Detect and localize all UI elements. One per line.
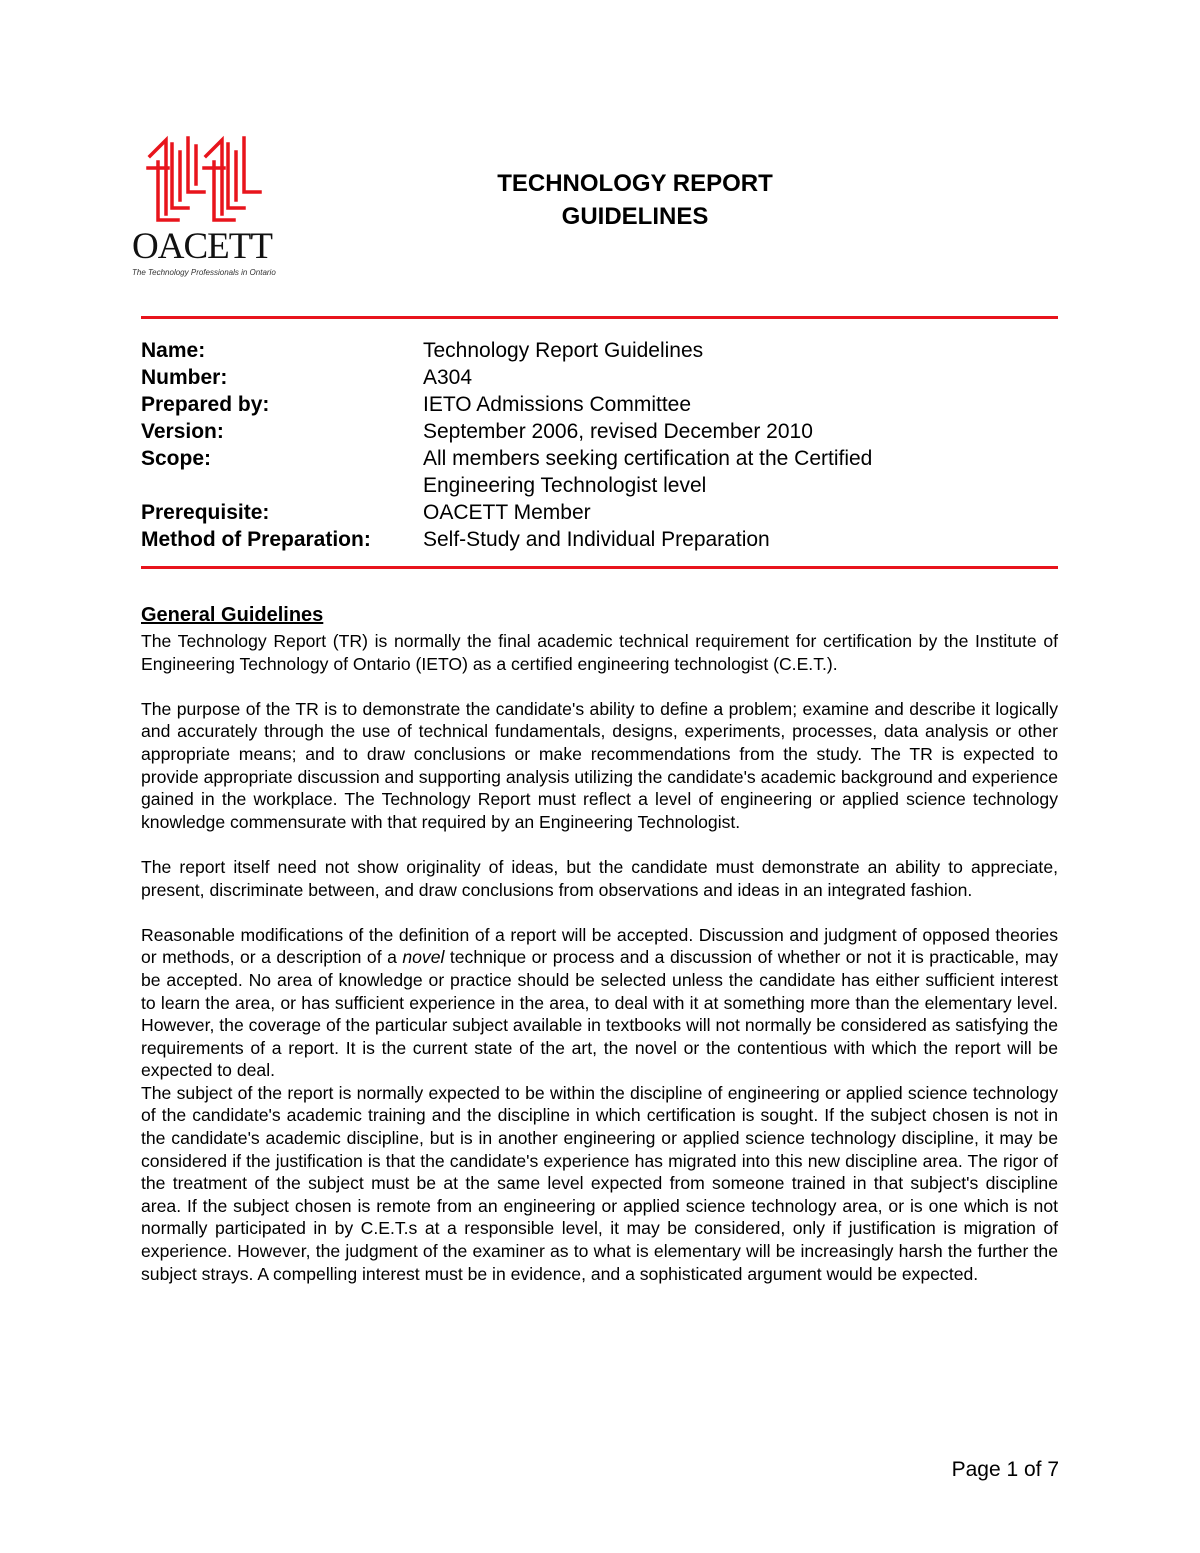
meta-row-scope [141, 445, 1058, 499]
meta-value: Self-Study and Individual Preparation [423, 528, 770, 551]
meta-label: Version: [141, 420, 224, 443]
meta-row-method [141, 526, 1058, 553]
meta-value: IETO Admissions Committee [423, 393, 692, 416]
meta-value: A304 [423, 366, 473, 389]
meta-row-number [141, 364, 1058, 391]
bottom-divider [141, 566, 1058, 569]
oacett-emblem-icon [128, 128, 268, 228]
paragraph-subject: The subject of the report is normally expected to be within the discipline of engineering or applied science technology of the candidate's academic training and the discipline in which certification is sought. If the subject chosen is not in the candidate's academic discipline, but is in another engineering or applied science technology discipline, it may be considered if the justification is that the candidate's experience has migrated into this new discipline area. The rigor of the treatment of the subject must be at the same level expected from someone trained in that subject's discipline area. If the subject chosen is remote from an engineering or applied science technology area, or is one which is not normally participated in by C.E.T.s at a responsible level, it may be considered, only if justification is migration of experience. However, the judgment of the examiner as to what is elementary will be increasingly harsh the further the subject strays. A compelling interest must be in evidence, and a sophisticated argument would be expected. [141, 1082, 1058, 1284]
paragraph-originality: The report itself need not show originality of ideas, but the candidate must demonstrate an ability to appreciate, present, discriminate between, and draw conclusions from observations and ideas in an integrated fashion. [141, 856, 1058, 900]
meta-row-name [141, 337, 1058, 364]
document-title-line1: TECHNOLOGY REPORT [497, 170, 773, 197]
document-metadata [141, 337, 1058, 553]
meta-label: Prerequisite: [141, 501, 270, 524]
meta-row-version [141, 418, 1058, 445]
logo-wordmark: OACETT [132, 226, 272, 267]
logo-tagline: The Technology Professionals in Ontario [132, 268, 276, 277]
meta-label: Scope: [141, 447, 212, 470]
meta-label: Prepared by: [141, 393, 270, 416]
meta-label: Name: [141, 339, 206, 362]
emphasis-novel: novel [402, 947, 445, 968]
paragraph-purpose: The purpose of the TR is to demonstrate the candidate's ability to define a problem; examine and describe it logically and accurately through the use of technical fundamentals, designs, experiments, processes, data analysis or other appropriate means; and to draw conclusions or make recommendations from the study. The TR is expected to provide appropriate discussion and supporting analysis utilizing the candidate's academic background and experience gained in the workplace. The Technology Report must reflect a level of engineering or applied science technology knowledge commensurate with that required by an Engineering Technologist. [141, 698, 1058, 832]
meta-value: OACETT Member [423, 501, 591, 524]
meta-row-prerequisite [141, 499, 1058, 526]
section-heading: General Guidelines [141, 604, 324, 626]
document-title-line2: GUIDELINES [561, 203, 709, 230]
top-divider [141, 316, 1058, 319]
paragraph-text: Reasonable modifications of the definition of a report will be accepted. Discussion and judgment of opposed theories or methods, or a description of a [141, 924, 1058, 968]
meta-value: September 2006, revised December 2010 [423, 420, 813, 443]
page-number: Page 1 of 7 [951, 1458, 1059, 1481]
paragraph-modifications [141, 924, 1058, 1082]
meta-label: Method of Preparation: [141, 528, 371, 551]
paragraph-intro: The Technology Report (TR) is normally the final academic technical requirement for certification by the Institute of Engineering Technology of Ontario (IETO) as a certified engineering technologist (C.E.T.). [141, 631, 1058, 674]
meta-label: Number: [141, 366, 228, 389]
general-guidelines-section [141, 603, 1058, 1285]
paragraph-text: technique or process and a discussion of whether or not it is practicable, may be accepted. No area of knowledge or practice should be selected unless the candidate has either sufficient interest to learn the area, or has sufficient experience in the area, to deal with it at something more than the elementary level. However, the coverage of the particular subject available in textbooks will not normally be considered as satisfying the requirements of a report. It is the current state of the art, the novel or the contentious with which the report will be expected to deal. [141, 947, 1058, 1081]
oacett-logo [128, 128, 288, 278]
meta-value: All members seeking certification at the Certified Engineering Technologist level [423, 447, 873, 497]
meta-row-prepared-by [141, 391, 1058, 418]
meta-value: Technology Report Guidelines [423, 339, 704, 362]
